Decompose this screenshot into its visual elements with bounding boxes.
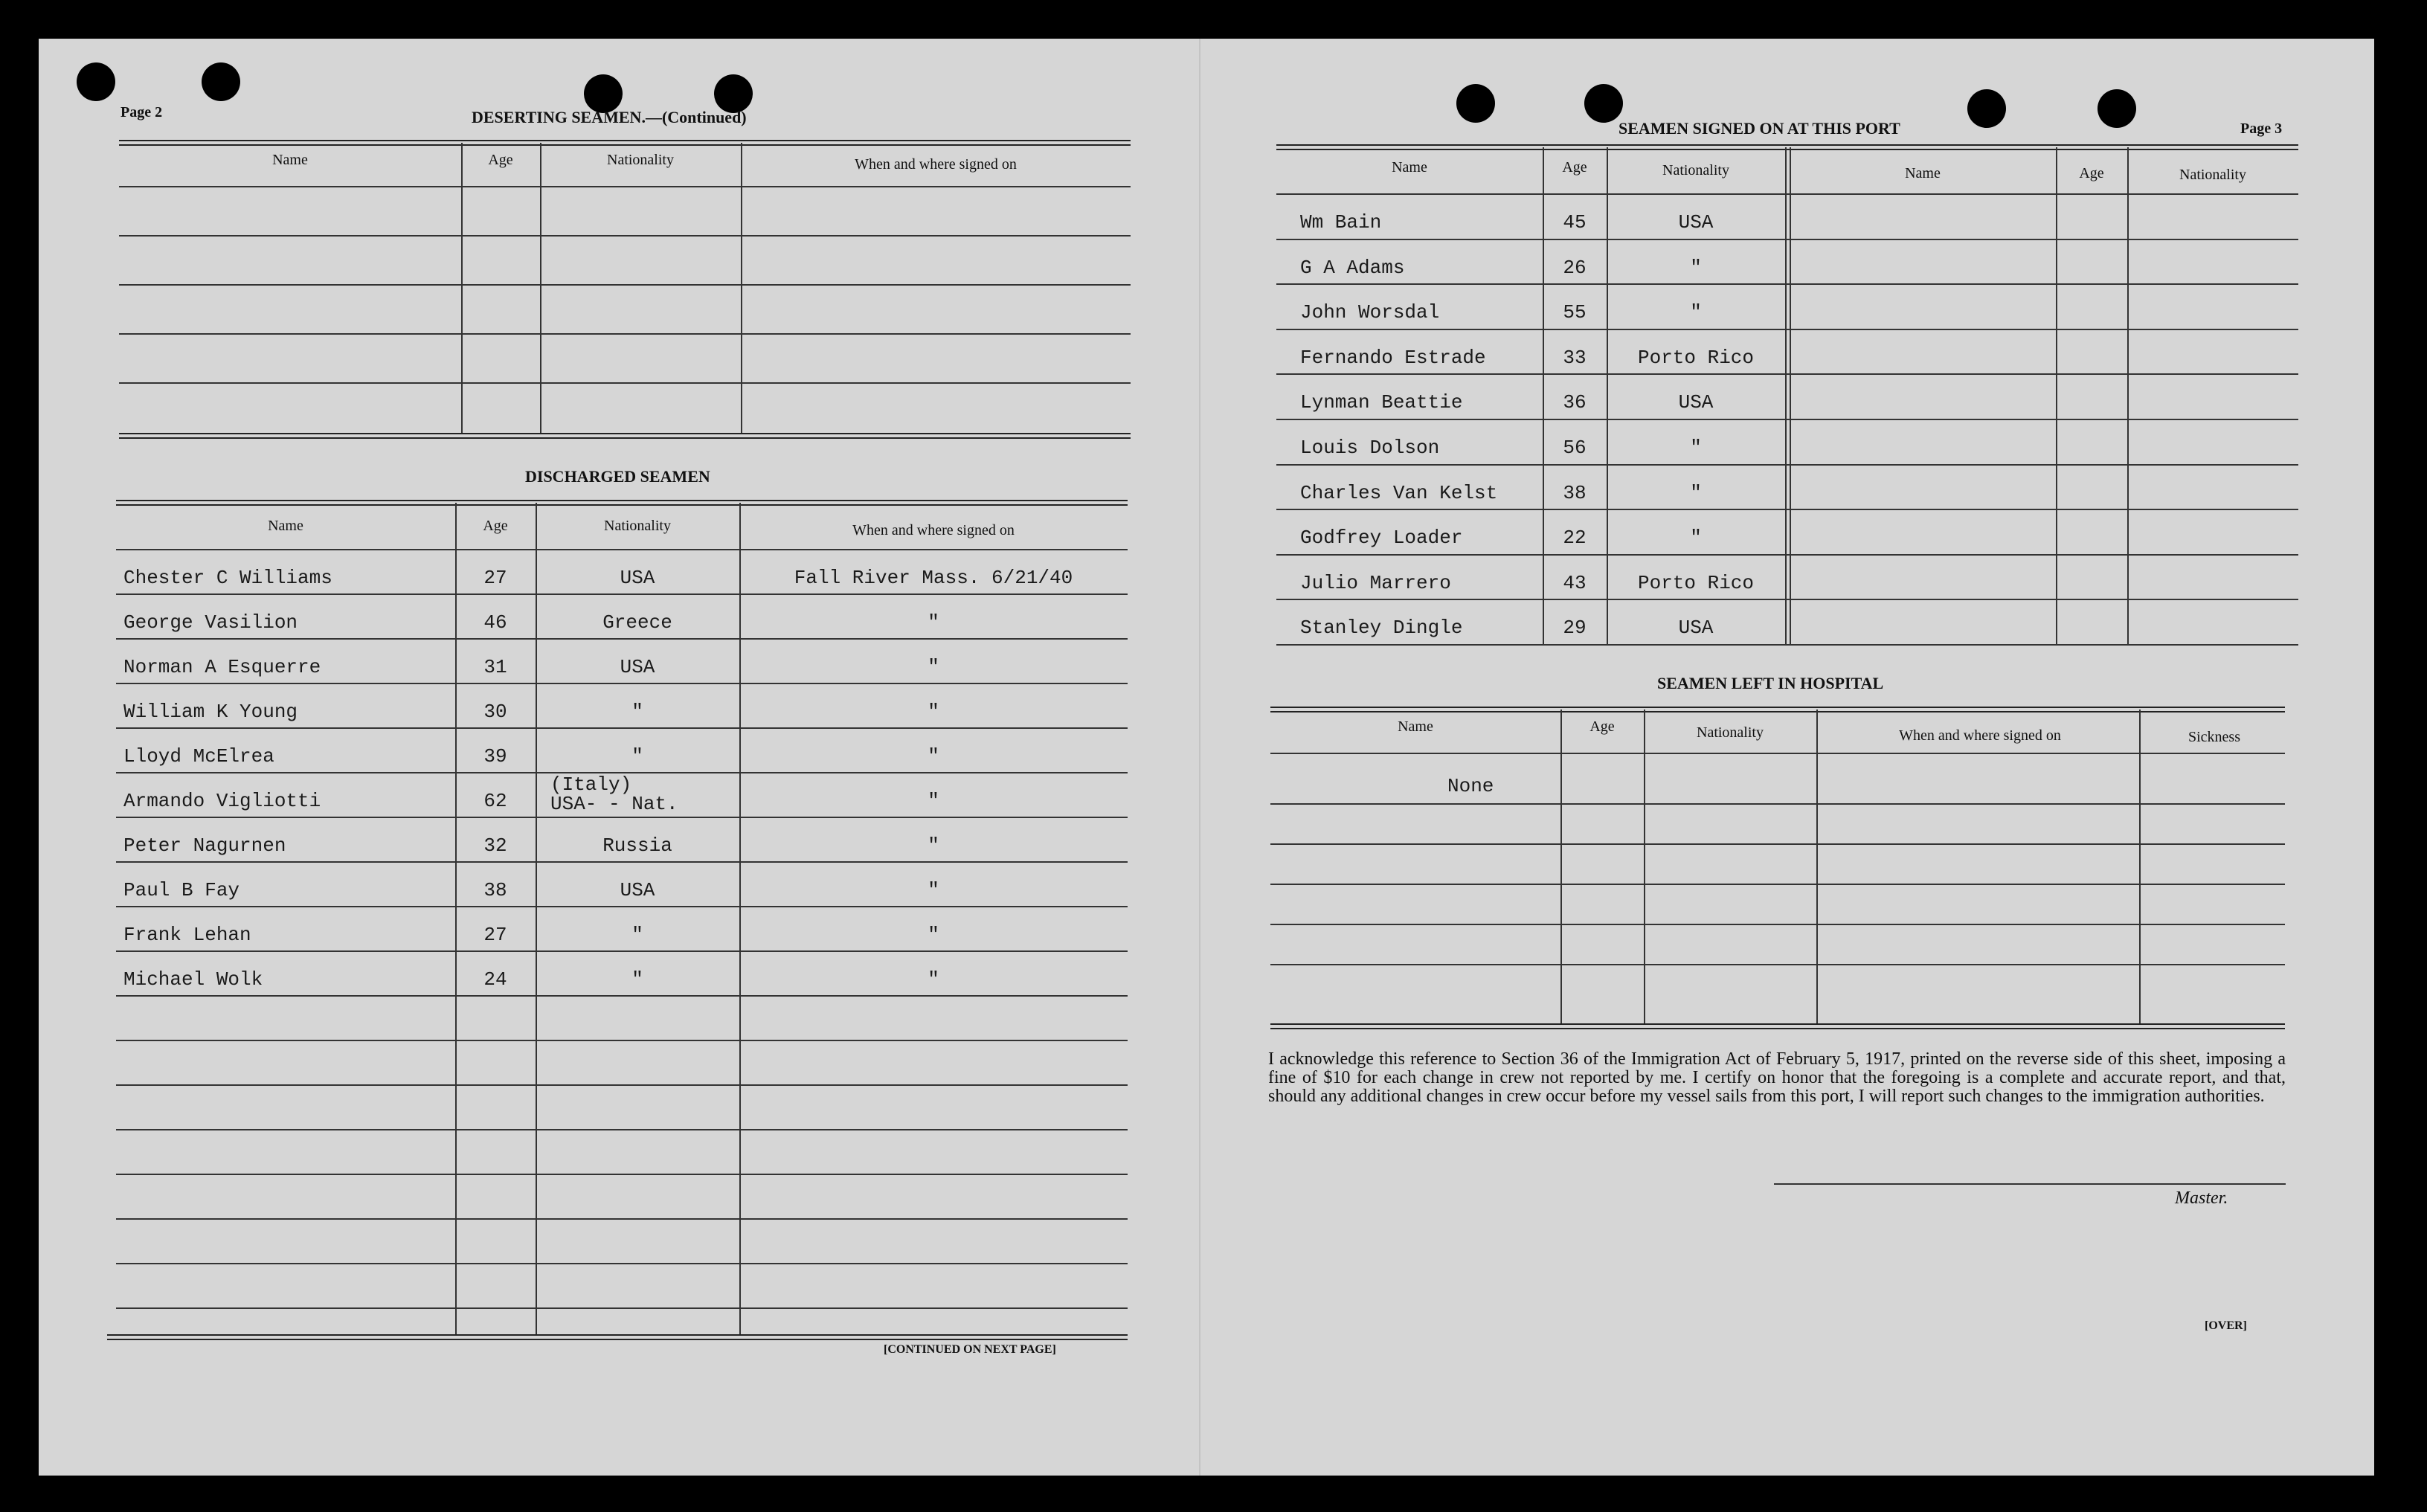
master-signature-line [1774, 1183, 2286, 1185]
page-number-left: Page 2 [120, 104, 163, 120]
seaman-age: 32 [483, 834, 507, 857]
seaman-age: 27 [483, 567, 507, 589]
seaman-nationality: " [1690, 257, 1702, 279]
seaman-name: Godfrey Loader [1300, 527, 1463, 549]
seaman-signed-on: " [928, 834, 939, 857]
seaman-nationality: " [631, 701, 643, 723]
seaman-name: Frank Lehan [123, 924, 251, 946]
seaman-nationality: Greece [602, 611, 672, 634]
row-rule [116, 995, 1128, 997]
seaman-nationality: " [631, 924, 643, 946]
col-header-nationality: Nationality [2179, 167, 2246, 183]
col-header-when-where: When and where signed on [1899, 727, 2061, 744]
seaman-nationality: Porto Rico [1637, 347, 1755, 369]
seaman-nationality: (Italy) USA- - Nat. [550, 773, 678, 815]
seaman-name: Norman A Esquerre [123, 656, 321, 678]
seaman-name: William K Young [123, 701, 298, 723]
seaman-name: Stanley Dingle [1300, 617, 1463, 639]
col-header-name: Name [272, 152, 308, 168]
seaman-age: 45 [1563, 211, 1587, 234]
seaman-name: Fernando Estrade [1300, 347, 1486, 369]
row-rule [116, 593, 1128, 595]
col-header-when-where: When and where signed on [852, 522, 1015, 538]
row-rule [116, 727, 1128, 729]
col-header-age: Age [2079, 165, 2104, 181]
seaman-nationality: USA [620, 656, 655, 678]
row-rule [116, 1084, 1128, 1086]
row-rule [116, 906, 1128, 907]
seaman-name: John Worsdal [1300, 301, 1440, 324]
seaman-name: Armando Vigliotti [123, 790, 321, 812]
signed-on-title: SEAMEN SIGNED ON AT THIS PORT [1618, 119, 1900, 138]
seaman-signed-on: " [928, 745, 939, 768]
row-rule [1276, 464, 2298, 466]
seaman-name: Chester C Williams [123, 567, 332, 589]
col-header-name: Name [1905, 165, 1941, 181]
seaman-nationality: USA [620, 879, 655, 901]
col-header-nationality: Nationality [604, 518, 671, 534]
seaman-name: Julio Marrero [1300, 572, 1451, 594]
hospital-entry: None [1447, 775, 1494, 797]
col-header-age: Age [1562, 159, 1587, 176]
seaman-signed-on: Fall River Mass. 6/21/40 [794, 567, 1073, 589]
seaman-nationality: " [1690, 527, 1702, 549]
over-label: [OVER] [2205, 1319, 2247, 1332]
seaman-nationality: USA [620, 567, 655, 589]
punch-hole [2097, 89, 2136, 128]
seaman-name: Michael Wolk [123, 968, 263, 991]
seaman-age: 38 [1563, 482, 1587, 504]
seaman-age: 24 [483, 968, 507, 991]
seaman-age: 26 [1563, 257, 1587, 279]
document-sheet [39, 39, 2374, 1476]
col-header-age: Age [1589, 718, 1615, 735]
row-rule [1276, 599, 2298, 600]
seaman-age: 62 [483, 790, 507, 812]
continued-note: [CONTINUED ON NEXT PAGE] [884, 1343, 1056, 1356]
seaman-name: Paul B Fay [123, 879, 240, 901]
row-rule [116, 950, 1128, 952]
seaman-nationality: " [1690, 301, 1702, 324]
hospital-title: SEAMEN LEFT IN HOSPITAL [1657, 674, 1884, 692]
seaman-name: George Vasilion [123, 611, 298, 634]
seaman-nationality: " [631, 968, 643, 991]
row-rule [116, 1040, 1128, 1041]
seaman-name: Lynman Beattie [1300, 391, 1463, 414]
row-rule [1276, 509, 2298, 510]
seaman-signed-on: " [928, 879, 939, 901]
seaman-signed-on: " [928, 701, 939, 723]
seaman-age: 36 [1563, 391, 1587, 414]
discharged-seamen-title: DISCHARGED SEAMEN [525, 467, 710, 486]
seaman-name: Lloyd McElrea [123, 745, 274, 768]
row-rule [116, 817, 1128, 818]
seaman-age: 31 [483, 656, 507, 678]
punch-hole [1456, 84, 1495, 123]
seaman-signed-on: " [928, 968, 939, 991]
col-header-name: Name [1398, 718, 1433, 735]
col-header-name: Name [1392, 159, 1427, 176]
seaman-nationality: USA [1678, 617, 1714, 639]
col-header-when-where: When and where signed on [855, 156, 1017, 173]
seaman-nationality: " [1690, 482, 1702, 504]
row-rule [1276, 554, 2298, 556]
col-header-name: Name [268, 518, 303, 534]
col-header-sickness: Sickness [2188, 729, 2240, 745]
seaman-signed-on: " [928, 924, 939, 946]
col-header-nationality: Nationality [1662, 162, 1729, 178]
seaman-signed-on: " [928, 656, 939, 678]
row-rule [116, 638, 1128, 640]
punch-hole [1584, 84, 1623, 123]
seaman-nationality: " [631, 745, 643, 768]
seaman-age: 43 [1563, 572, 1587, 594]
deserting-seamen-title: DESERTING SEAMEN.—(Continued) [472, 108, 747, 126]
row-rule [116, 1307, 1128, 1309]
seaman-age: 33 [1563, 347, 1587, 369]
seaman-age: 38 [483, 879, 507, 901]
seaman-age: 30 [483, 701, 507, 723]
col-header-age: Age [488, 152, 513, 168]
seaman-nationality: Russia [602, 834, 672, 857]
col-header-nationality: Nationality [1697, 724, 1764, 741]
row-rule [1276, 329, 2298, 330]
page-number-right: Page 3 [2240, 120, 2283, 137]
seaman-name: Louis Dolson [1300, 437, 1440, 459]
row-rule [116, 861, 1128, 863]
col-header-age: Age [483, 518, 508, 534]
master-label: Master. [2175, 1188, 2228, 1208]
seaman-name: Peter Nagurnen [123, 834, 286, 857]
seaman-age: 46 [483, 611, 507, 634]
acknowledgement-text: I acknowledge this reference to Section 36 of the Immigration Act of February 5, 1917, printed on the reverse side of this sheet, imposing a fine of $10 for each change in crew not reported by me. I certify on honor that the foregoing is a complete and accurate report, and that, should any additional changes in crew occur before my vessel sails from this port, I will report such changes to the immigration authorities. [1268, 1049, 2286, 1107]
row-rule [116, 1218, 1128, 1220]
col-header-nationality: Nationality [607, 152, 674, 168]
row-rule [116, 1263, 1128, 1264]
seaman-age: 55 [1563, 301, 1587, 324]
seaman-age: 39 [483, 745, 507, 768]
punch-hole [202, 62, 240, 101]
seaman-age: 27 [483, 924, 507, 946]
row-rule [1276, 373, 2298, 375]
seaman-nationality: USA [1678, 211, 1714, 234]
row-rule [1276, 283, 2298, 285]
seaman-age: 29 [1563, 617, 1587, 639]
row-rule [1276, 239, 2298, 240]
seaman-signed-on: " [928, 611, 939, 634]
seaman-name: Charles Van Kelst [1300, 482, 1498, 504]
row-rule [116, 1129, 1128, 1130]
seaman-signed-on: " [928, 790, 939, 812]
seaman-age: 22 [1563, 527, 1587, 549]
page-fold [1199, 39, 1200, 1476]
seaman-age: 56 [1563, 437, 1587, 459]
seaman-nationality: USA [1678, 391, 1714, 414]
punch-hole [77, 62, 115, 101]
seaman-name: Wm Bain [1300, 211, 1382, 234]
row-rule [116, 1174, 1128, 1175]
row-rule [1276, 419, 2298, 420]
punch-hole [1967, 89, 2006, 128]
row-rule [116, 683, 1128, 684]
seaman-name: G A Adams [1300, 257, 1405, 279]
seaman-nationality: Porto Rico [1637, 572, 1755, 594]
seaman-nationality: " [1690, 437, 1702, 459]
